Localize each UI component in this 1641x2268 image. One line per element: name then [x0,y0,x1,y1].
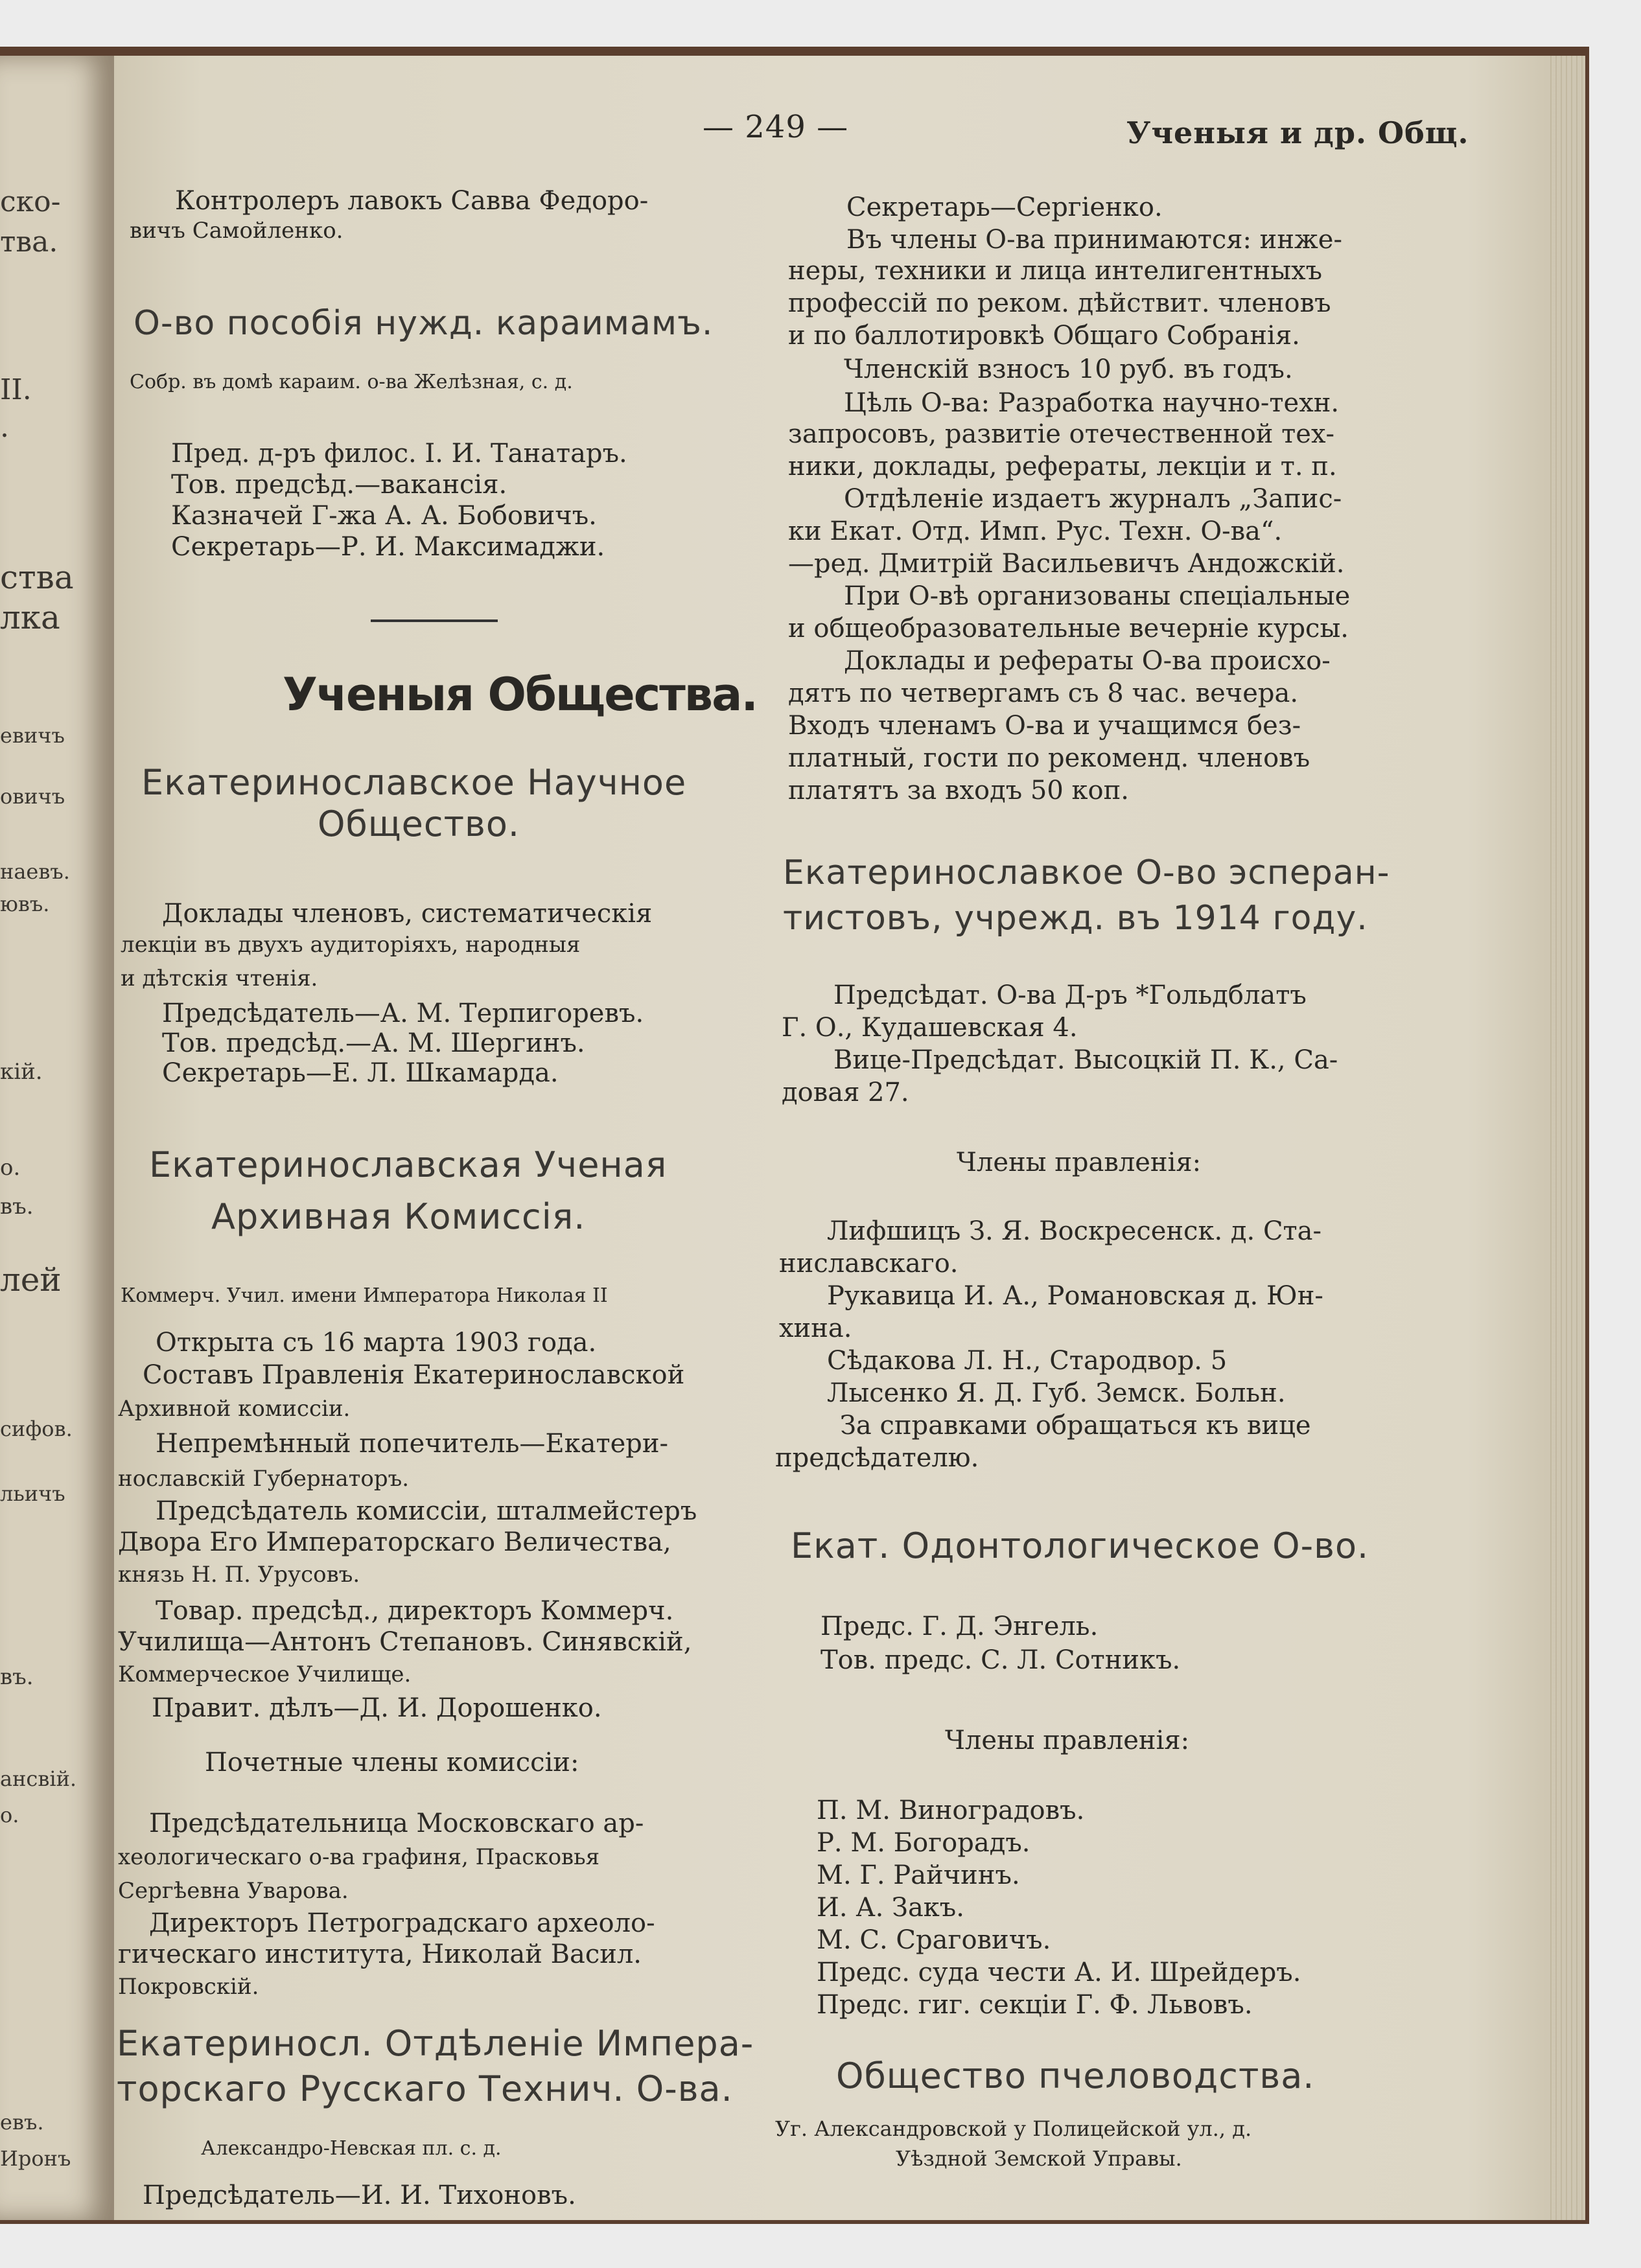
text-line: Предсѣдатель—А. М. Терпигоревъ. [162,999,644,1028]
text-line: Предсѣдатель—И. И. Тихоновъ. [143,2181,576,2210]
text-line: лекціи въ двухъ аудиторіяхъ, народныя [121,932,581,958]
text-line: Архивной комиссіи. [118,1396,351,1422]
section-heading: Екат. Одонтологическое О-во. [791,1525,1369,1566]
left-fragment: . [0,411,9,444]
text-line: вичъ Самойленко. [130,218,343,244]
text-line: И. А. Закъ. [817,1893,964,1923]
text-line: Сергѣевна Уварова. [118,1878,349,1904]
text-line: Рукавица И. А., Романовская д. Юн- [827,1281,1323,1311]
text-line: Предс. Г. Д. Энгель. [820,1612,1099,1641]
text-line: платный, гости по рекоменд. членовъ [788,743,1310,773]
text-line: Непремѣнный попечитель—Екатери- [156,1429,669,1459]
left-fragment: въ. [0,1194,34,1220]
section-heading: Екатеринославская Ученая [149,1144,668,1185]
left-fragment: въ. [0,1664,34,1690]
text-line: Доклады членовъ, систематическія [162,899,653,929]
address-line: Коммерч. Учил. имени Императора Николая II [121,1284,608,1307]
text-line: Двора Его Императорскаго Величества, [118,1527,671,1557]
left-fragment: ско- [0,185,61,218]
left-fragment: лей [0,1261,62,1299]
left-fragment: о. [0,1155,21,1181]
text-line: нославскій Губернаторъ. [118,1466,410,1492]
text-line: Пред. д-ръ филос. І. И. Танатаръ. [171,439,627,469]
text-line: ниславскаго. [779,1249,959,1279]
text-line: Казначей Г-жа А. А. Бобовичъ. [171,501,597,531]
left-fragment: кій. [0,1059,43,1085]
text-line: За справками обращаться къ вице [840,1411,1311,1441]
text-line: П. М. Виноградовъ. [817,1796,1085,1825]
text-line: —ред. Дмитрій Васильевичъ Андожскій. [788,549,1345,579]
text-line: Товар. предсѣд., директоръ Коммерч. [156,1596,674,1626]
text-line: При О-вѣ организованы спеціальные [844,581,1351,611]
subheading: Члены правленія: [957,1148,1202,1177]
text-line: Училища—Антонъ Степановъ. Синявскій, [118,1627,692,1657]
text-line: ники, доклады, рефераты, лекціи и т. п. [788,452,1337,481]
text-line: Сѣдакова Л. Н., Стародвор. 5 [827,1346,1228,1376]
text-line: Предсѣдатель комиссіи, шталмейстеръ [156,1496,697,1526]
text-line: Входъ членамъ О-ва и учащимся без- [788,711,1301,741]
section-heading: Екатериносл. Отдѣленіе Импера- [117,2023,754,2064]
text-line: Въ члены О-ва принимаются: инже- [846,225,1342,255]
text-line: хеологическаго о-ва графиня, Прасковья [118,1844,600,1870]
text-line: предсѣдателю. [775,1443,979,1473]
text-line: ки Екат. Отд. Имп. Рус. Техн. О-ва“. [788,516,1283,546]
left-fragment: о. [0,1803,19,1827]
left-fragment: тва. [0,226,58,259]
left-fragment: льичъ [0,1481,65,1506]
text-line: Правит. дѣлъ—Д. И. Дорошенко. [152,1693,602,1723]
section-heading: Екатеринославкое О-во эсперан- [783,853,1390,892]
text-line: князь Н. П. Урусовъ. [118,1562,360,1588]
section-heading: О-во пособія нужд. караимамъ. [134,304,714,343]
text-line: Лысенко Я. Д. Губ. Земск. Больн. [827,1378,1286,1408]
left-fragment: II. [0,373,32,406]
text-line: Коммерческое Училище. [118,1661,412,1687]
scan-background-top [0,0,1641,47]
text-line: Членскій взносъ 10 руб. въ годъ. [844,354,1293,384]
text-line: Директоръ Петроградскаго археоло- [149,1908,655,1938]
section-heading: Архивная Комиссія. [211,1196,586,1237]
text-line: довая 27. [782,1078,909,1107]
text-line: запросовъ, развитіе отечественной тех- [788,419,1335,449]
page-edge-texture [1546,56,1585,2220]
subheading: Почетные члены комиссіи: [205,1748,579,1777]
text-line: М. Г. Райчинъ. [817,1860,1020,1890]
left-page-fragment [0,56,114,2220]
address-line: Уг. Александровской у Полицейской ул., д. [775,2116,1252,2141]
left-fragment: сифов. [0,1417,73,1441]
text-line: Р. М. Богорадъ. [817,1828,1030,1858]
text-line: дятъ по четвергамъ съ 8 час. вечера. [788,678,1299,708]
text-line: Покровскій. [118,1974,259,2000]
left-fragment: евъ. [0,2110,44,2135]
page-number: — 249 — [703,109,849,145]
text-line: Секретарь—Р. И. Максимаджи. [171,532,605,562]
subheading: Члены правленія: [945,1726,1190,1755]
address-line: Собр. въ домѣ караим. о-ва Желѣзная, с. д. [130,371,573,393]
text-line: Г. О., Кудашевская 4. [782,1013,1078,1043]
text-line: Составъ Правленія Екатеринославской [143,1360,685,1390]
text-line: и общеобразовательные вечерніе курсы. [788,614,1349,643]
text-line: Предс. суда чести А. И. Шрейдеръ. [817,1958,1301,1987]
scan-background-bottom [0,2224,1641,2268]
text-line: Контролеръ лавокъ Савва Федоро- [175,186,649,216]
text-line: Лифшицъ З. Я. Воскресенск. д. Ста- [827,1216,1322,1246]
left-fragment: овичъ [0,784,65,809]
running-head: Ученыя и др. Общ. [1126,115,1469,150]
text-line: профессій по реком. дѣйствит. членовъ [788,288,1331,318]
section-heading: Общество пчеловодства. [836,2055,1315,2096]
address-line: Уѣздной Земской Управы. [896,2146,1182,2171]
address-line: Александро-Невская пл. с. д. [201,2137,502,2160]
text-line: и дѣтскія чтенія. [121,966,318,991]
text-line: Предсѣдат. О-ва Д-ръ *Гольдблатъ [833,980,1307,1010]
left-fragment: ства [0,559,74,596]
text-line: гическаго института, Николай Васил. [118,1939,642,1969]
text-line: Тов. предсѣд.—А. М. Шергинъ. [162,1028,585,1058]
text-line: Вице-Предсѣдат. Высоцкій П. К., Са- [833,1045,1338,1075]
text-line: Секретарь—Е. Л. Шкамарда. [162,1058,559,1088]
section-heading: Екатеринославское Научное [141,762,687,803]
left-fragment: ансвій. [0,1766,77,1791]
text-line: и по баллотировкѣ Общаго Собранія. [788,321,1300,351]
section-heading: Общество. [318,804,520,844]
text-line: Секретарь—Сергіенко. [846,192,1163,222]
text-line: Тов. предс. С. Л. Сотникъ. [820,1645,1181,1675]
section-heading: тистовъ, учрежд. въ 1914 году. [783,899,1368,938]
section-heading: торскаго Русскаго Технич. О-ва. [117,2068,733,2109]
text-line: Предсѣдательница Московскаго ар- [149,1809,644,1838]
text-line: неры, техники и лица интелигентныхъ [788,256,1323,286]
left-fragment: Иронъ [0,2146,71,2171]
book-page [114,56,1585,2220]
left-fragment: наевъ. [0,859,70,884]
left-fragment: евичъ [0,723,65,748]
left-fragment: ювъ. [0,892,50,916]
text-line: Открыта съ 16 марта 1903 года. [156,1328,597,1358]
text-line: Цѣль О-ва: Разработка научно-техн. [844,388,1340,418]
text-line: М. С. Сраговичъ. [817,1925,1051,1955]
text-line: Доклады и рефераты О-ва происхо- [844,646,1331,676]
text-line: Тов. предсѣд.—вакансія. [171,470,507,500]
text-line: Предс. гиг. секціи Г. Ф. Львовъ. [817,1990,1253,2020]
text-line: хина. [779,1313,852,1343]
left-fragment: лка [0,599,60,636]
text-line: Отдѣленіе издаетъ журналъ „Запис- [844,484,1342,514]
text-line: платятъ за входъ 50 коп. [788,776,1129,805]
main-section-title: Ученыя Общества. [283,668,757,721]
divider [371,619,498,622]
